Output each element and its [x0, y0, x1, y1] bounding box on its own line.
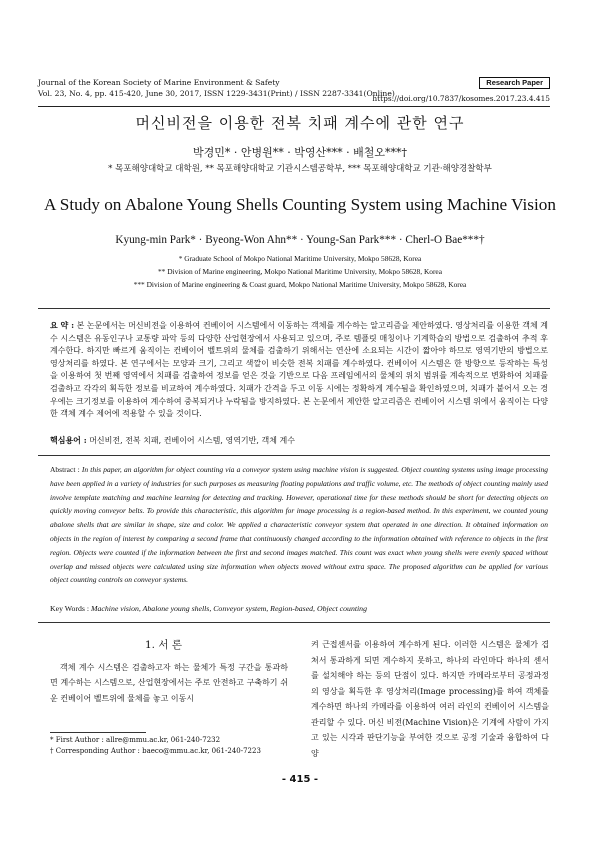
korean-abstract-label: 요 약 :: [50, 320, 75, 330]
footnotes: [50, 735, 261, 757]
section-heading: 1. 서 론: [145, 639, 182, 651]
journal-header: [38, 77, 395, 99]
korean-keywords: [50, 435, 295, 446]
korean-keywords-label: 핵심용어 :: [50, 435, 87, 445]
research-paper-badge: Research Paper: [479, 77, 550, 89]
header-divider: [38, 106, 550, 107]
journal-name: Journal of the Korean Society of Marine Environment & Safety: [38, 78, 280, 87]
english-abstract-text: In this paper, an algorithm for object counting via a conveyor system using machine vision is suggested. Object counting systems using image processing have been applied in a variety of industries for such purposes as measuring floating populations and traffic volume, etc. The methods of object counting mainly used involve template matching and machine learning for detecting and tracking. However, operational time for these methods should be short for detecting objects on quickly moving conveyor belts. To provide this characteristic, this algorithm for image processing is a region-based method. In this experiment, we counted young abalone shells that are similar in shape, size and color. We applied a characteristic conveyor system that operated in one direction. It obtained information on objects in the region of interest by comparing a second frame that continuously changed according to the information obtained with reference to objects in the first region. Objects were counted if the information between the first and second images matched. This count was exact when young shells were evenly spaced without overlap and missed objects were calculated using size information when objects moved without extra space. The proposed algorithm can be applied for various object counting controls on conveyor systems.: [50, 465, 548, 585]
body-left-text: 객체 계수 시스템은 검출하고자 하는 물체가 특정 구간을 통과하면 계수하는 시스템으로, 산업현장에서는 주로 안전하고 구축하기 쉬운 컨베이어 벨트위에 물체를 놓고 이동시: [50, 663, 288, 703]
doi-link[interactable]: https://doi.org/10.7837/kosomes.2017.23.4.415: [372, 94, 550, 103]
body-right-column: 켜 근접센서를 이용하여 계수하게 된다. 이러한 시스템은 물체가 겹쳐서 통과하게 되면 계수하지 못하고, 하나의 라인마다 하나의 센서를 설치해야 하는 등의 단점이 있다. 하지만 카메라로부터 공정과정의 영상을 획득한 후 영상처리(Image processing)를 하여 객체를 계수하면 하나의 카메라를 이용하여 여러 라인의 컨베이어 시스템을 관리할 수 있다. 머신 비전(Machine Vision)은 기계에 사람이 가지고 있는 시각과 판단기능을 부여한 것으로 공정 기술과 융합하여 다양: [311, 640, 549, 758]
first-author-footnote: * First Author : allre@mmu.ac.kr, 061-240-7232: [50, 736, 221, 744]
abstract-top-divider: [38, 308, 550, 309]
english-authors: Kyung-min Park* · Byeong-Won Ahn** · Young-San Park*** · Cherl-O Bae***†: [115, 234, 485, 246]
korean-abstract-text: 본 논문에서는 머신비전을 이용하여 컨베이어 시스템에서 이동하는 객체를 계수하는 알고리즘을 제안하였다. 영상처리를 이용한 객체 계수 시스템은 유동인구나 교통량 파악 등의 다양한 산업현장에서 사용되고 있으며, 주로 템플릿 매칭이나 기계학습의 방법으로 검출하여 추적 후 계수한다. 하지만 빠르게 움직이는 컨베이어 벨트위의 물체를 검출하기 위해서는 연산에 소요되는 시간이 짧아야 하므로 영역기반의 방법으로 영상처리를 하였다. 본 연구에서는 모양과 크기, 그리고 색깔이 비슷한 전복 치패를 계수하였다. 컨베이어 시스템은 한 방향으로 등작하는 특성을 이용하여 첫 번째 영역에서 치패를 검출하여 정보를 얻은 것을 기반으로 다음 프레임에서의 물체의 위치 범위를 계속적으로 변화하여 치패를 검출하고 각각의 획득한 정보를 비교하여 계수하였다. 치패가 간격을 두고 이동 시에는 정확하게 계수됨을 확인하였으며, 치패가 붙어서 오는 경우에는 크기정보를 이용하여 계수하여 중복되거나 누락됨을 방지하였다. 본 논문에서 제안한 알고리즘은 컨베이어 시스템 위에서 움직이는 다양한 객체 계수 제어에 적용할 수 있을 것이다.: [50, 321, 548, 419]
english-affiliation-1: * Graduate School of Mokpo National Maritime University, Mokpo 58628, Korea: [178, 254, 422, 263]
body-left-column: [50, 660, 288, 706]
korean-authors: 박경민* · 안병원** · 박영산*** · 배철오***†: [193, 146, 407, 159]
corresponding-author-footnote: † Corresponding Author : baeco@mmu.ac.kr, 061-240-7223: [50, 747, 261, 755]
english-abstract: [50, 463, 548, 587]
journal-info: Vol. 23, No. 4, pp. 415-420, June 30, 2017, ISSN 1229-3431(Print) / ISSN 2287-3341(Online): [38, 89, 395, 98]
abstract-middle-divider: [38, 455, 550, 456]
abstract-bottom-divider: [38, 622, 550, 623]
english-affiliation-2: ** Division of Marine engineering, Mokpo National Maritime University, Mokpo 58628, Korea: [157, 267, 442, 276]
footnote-divider: [50, 732, 146, 733]
korean-keywords-text: 머신비전, 전복 치패, 컨베이어 시스템, 영역기반, 객체 계수: [89, 436, 295, 445]
english-keywords-text: Machine vision, Abalone young shells, Conveyor system, Region-based, Object counting: [91, 604, 367, 613]
korean-abstract: [50, 319, 548, 421]
english-keywords-label: Key Words :: [50, 604, 90, 613]
korean-title: 머신비전을 이용한 전복 치패 계수에 관한 연구: [135, 114, 465, 132]
page-number: - 415 -: [281, 774, 319, 785]
english-title: A Study on Abalone Young Shells Counting System using Machine Vision: [44, 195, 556, 214]
english-abstract-label: Abstract :: [50, 465, 80, 474]
korean-affiliations: * 목포해양대학교 대학원, ** 목포해양대학교 기관시스템공학부, *** 목포해양대학교 기관·해양경찰학부: [108, 164, 492, 174]
english-affiliation-3: *** Division of Marine engineering & Coast guard, Mokpo National Maritime University, Mokpo 58628, Korea: [133, 280, 467, 289]
english-keywords: [50, 604, 367, 613]
